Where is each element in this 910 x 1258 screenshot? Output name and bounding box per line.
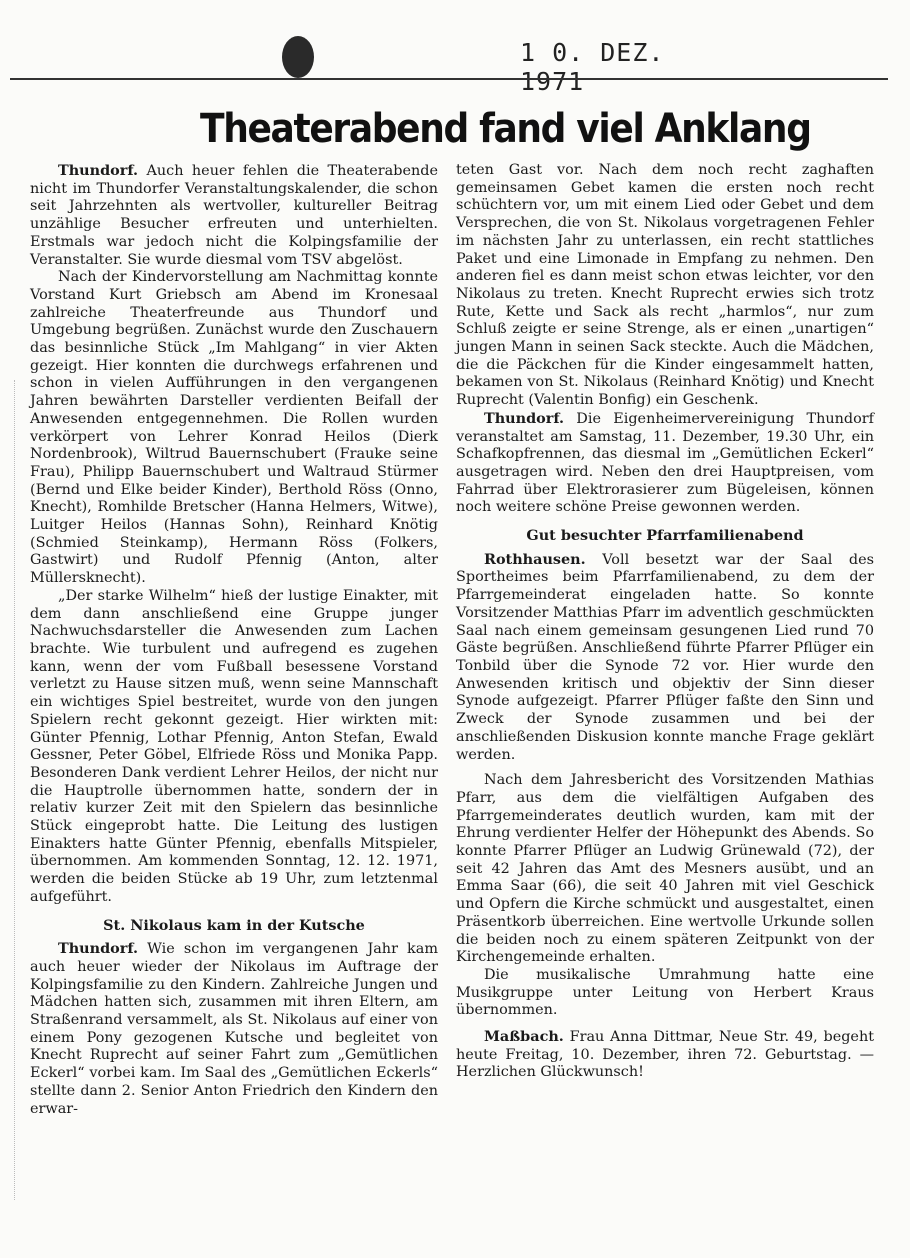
paragraph-text: Die Eigenheimervereinigung Thundorf veranstaltet am Samstag, 11. Dezember, 19.30 Uhr, ein Schafkopfrennen, das diesmal im „Gemütlichen Eckerl“ ausgetragen wird. Neben den drei Hauptpreisen, vom Fahrrad über Elektrorasierer zum Bügeleisen, können noch weitere schöne Preise gewonnen werden. <box>456 410 874 516</box>
article-paragraph <box>456 551 874 764</box>
paragraph-text: Frau Anna Dittmar, Neue Str. 49, begeht heute Freitag, 10. Dezember, ihren 72. Geburtstag. — Herzlichen Glückwunsch! <box>456 1029 874 1081</box>
dateline: Maßbach. <box>484 1028 564 1046</box>
article-paragraph: Die musikalische Umrahmung hatte eine Musikgruppe unter Leitung von Herbert Kraus übernommen. <box>456 966 874 1019</box>
date-stamp: 1 0. DEZ. 1971 <box>520 38 665 96</box>
headline: Theaterabend fand viel Anklang <box>200 106 811 152</box>
dateline: Thundorf. <box>484 409 565 427</box>
article-paragraph <box>30 162 438 269</box>
dateline: Thundorf. <box>58 940 139 958</box>
article-paragraph: teten Gast vor. Nach dem noch recht zaghaften gemeinsamen Gebet kamen die ersten noch recht schüchtern vor, um mit einem Lied oder Gebet und dem Versprechen, die von St. Nikolaus vorgetragenen Fehler im nächsten Jahr zu unterlassen, ein recht stattliches Paket und eine Limonade in Empfang zu nehmen. Den anderen fiel es dann meist schon etwas leichter, vor den Nikolaus zu treten. Knecht Ruprecht erwies sich trotz Rute, Kette und Sack als recht „harmlos“, nur zum Schluß zeigte er seine Strenge, als er einen „unartigen“ jungen Mann in seinen Sack steckte. Auch die Mädchen, die die Päckchen für die Kinder eingesammelt hatten, bekamen von St. Nikolaus (Reinhard Knötig) und Knecht Ruprecht (Valentin Bonfig) ein Geschenk. <box>456 162 874 409</box>
article-paragraph <box>456 1028 874 1082</box>
header-rule <box>10 78 888 80</box>
left-column <box>30 162 438 1118</box>
paragraph-text: Auch heuer fehlen die Theaterabende nicht im Thundorfer Veranstaltungskalender, die schon seit Jahrzehnten als wertvoller, kultureller Beitrag unzählige Besucher erfreuten und unterhielten. Erstmals war jedoch nicht die Kolpingsfamilie der Veranstalter. Sie wurde diesmal vom TSV abgelöst. <box>30 163 438 268</box>
article-paragraph <box>30 940 438 1118</box>
paragraph-text: Wie schon im vergangenen Jahr kam auch heuer wieder der Nikolaus im Auftrage der Kolpingsfamilie zu den Kindern. Zahlreiche Jungen und Mädchen hatten sich, zusammen mit ihren Eltern, am Straßenrand versammelt, als St. Nikolaus auf einer von einem Pony gezogenen Kutsche und begleitet von Knecht Ruprecht auf seiner Fahrt zum „Gemütlichen Eckerl“ vorbei kam. Im Saal des „Gemütlichen Eckerls“ stellte dann 2. Senior Anton Friedrich den Kindern den erwar- <box>30 941 438 1117</box>
dateline: Rothhausen. <box>484 550 586 568</box>
article-paragraph: Nach der Kindervorstellung am Nachmittag konnte Vorstand Kurt Griebsch am Abend im Kronesaal zahlreiche Theaterfreunde aus Thundorf und Umgebung begrüßen. Zunächst wurde den Zuschauern das besinnliche Stück „Im Mahlgang“ in vier Akten gezeigt. Hier konnten die durchwegs erfahrenen und schon in vielen Aufführungen in den vergangenen Jahren bewährten Darsteller verdienten Beifall der Anwesenden entgegennehmen. Die Rollen wurden verkörpert von Lehrer Konrad Heilos (Dierk Nordenbrook), Wiltrud Bauernschubert (Frauke seine Frau), Philipp Bauernschubert und Waltraud Stürmer (Bernd und Elke beider Kinder), Berthold Röss (Onno, Knecht), Romhilde Bretscher (Hanna Helmers, Witwe), Luitger Heilos (Hannas Sohn), Reinhard Knötig (Schmied Steinkamp), Hermann Röss (Folkers, Gastwirt) und Rudolf Pfennig (Anton, alter Müllersknecht). <box>30 269 438 587</box>
article-paragraph <box>456 410 874 517</box>
subheadline: Gut besuchter Pfarrfamilienabend <box>526 527 804 545</box>
right-column <box>456 162 874 1082</box>
article-paragraph: Nach dem Jahresbericht des Vorsitzenden Mathias Pfarr, aus dem die vielfältigen Aufgaben des Pfarrgemeinderates deutlich wurden, kam mit der Ehrung verdienter Helfer der Höhepunkt des Abends. So konnte Pfarrer Pflüger an Ludwig Grünewald (72), der seit 42 Jahren das Amt des Mesners ausübt, und an Emma Saar (66), die seit 40 Jahren mit viel Geschick und Opfern die Kirche schmückt und ausgestaltet, einen Präsentkorb überreichen. Eine wertvolle Urkunde sollen die beiden noch zu einem späteren Zeitpunkt von der Kirchengemeinde erhalten. <box>456 772 874 966</box>
left-margin-edge <box>0 380 15 1200</box>
paragraph-text: Voll besetzt war der Saal des Sportheimes beim Pfarrfamilienabend, zu dem der Pfarrgemeinderat eingeladen hatte. So konnte Vorsitzender Matthias Pfarr im adventlich geschmückten Saal nach einem gemeinsam gesungenen Lied rund 70 Gäste begrüßen. Anschließend führte Pfarrer Pflüger ein Tonbild über die Synode 72 vor. Hier wurde den Anwesenden kritisch und objektiv der Sinn dieser Synode aufgezeigt. Pfarrer Pflüger faßte den Sinn und Zweck der Synode zusammen und bei der anschließenden Diskusion konnte manche Frage geklärt werden. <box>456 551 874 763</box>
article-paragraph: „Der starke Wilhelm“ hieß der lustige Einakter, mit dem dann anschließend eine Gruppe junger Nachwuchsdarsteller die Anwesenden zum Lachen brachte. Wie turbulent und aufregend es zugehen kann, wenn der vom Fußball besessene Vorstand verletzt zu Hause sitzen muß, wenn seine Mannschaft ein wichtiges Spiel bestreitet, wurde von den jungen Spielern recht gekonnt gezeigt. Hier wirkten mit: Günter Pfennig, Lothar Pfennig, Anton Stefan, Ewald Gessner, Peter Göbel, Elfriede Röss und Monika Papp. Besonderen Dank verdient Lehrer Heilos, der nicht nur die Hauptrolle übernommen hatte, sondern der in relativ kurzer Zeit mit den Spielern das besinnliche Stück eingeprobt hatte. Die Leitung des lustigen Einakters hatte Günter Pfennig, ebenfalls Mitspieler, übernommen. Am kommenden Sonntag, 12. 12. 1971, werden die beiden Stücke ab 19 Uhr, zum letztenmal aufgeführt. <box>30 587 438 905</box>
punch-hole-mark <box>282 36 314 78</box>
dateline: Thundorf. <box>58 162 139 179</box>
subheadline: St. Nikolaus kam in der Kutsche <box>103 916 365 934</box>
